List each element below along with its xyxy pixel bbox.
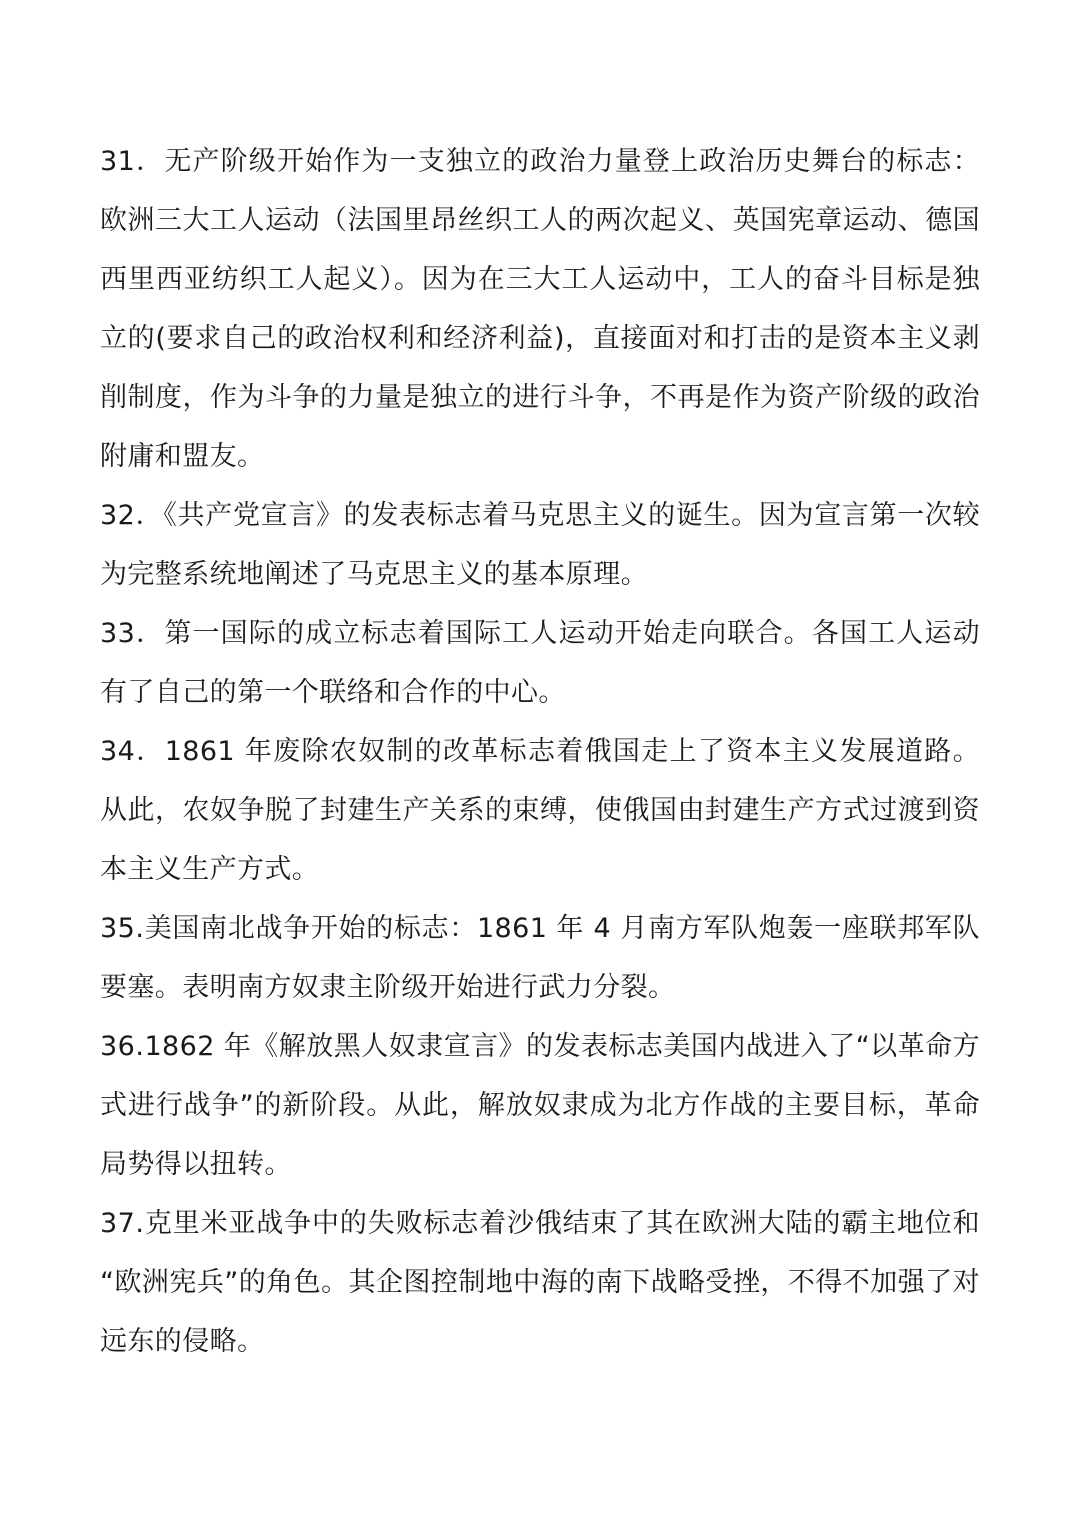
paragraph-33 [100, 604, 980, 722]
document-body [100, 132, 980, 1371]
item-number: 37. [100, 1208, 145, 1239]
item-number: 32． [100, 500, 164, 531]
item-number: 35. [100, 913, 145, 944]
paragraph-31 [100, 132, 980, 486]
item-text: 无产阶级开始作为一支独立的政治力量登上政治历史舞台的标志：欧洲三大工人运动（法国里昂丝织工人的两次起义、英国宪章运动、德国西里西亚纺织工人起义）。因为在三大工人运动中，工人的奋斗目标是独立的(要求自己的政治权利和经济利益)，直接面对和打击的是资本主义剥削制度，作为斗争的力量是独立的进行斗争，不再是作为资产阶级的政治附庸和盟友。 [100, 146, 980, 472]
item-text: 美国南北战争开始的标志：1861 年 4 月南方军队炮轰一座联邦军队要塞。表明南方奴隶主阶级开始进行武力分裂。 [100, 913, 980, 1003]
item-number: 36. [100, 1031, 145, 1062]
paragraph-34 [100, 722, 980, 899]
item-text: 1861 年废除农奴制的改革标志着俄国走上了资本主义发展道路。从此，农奴争脱了封建生产关系的束缚，使俄国由封建生产方式过渡到资本主义生产方式。 [100, 736, 981, 885]
paragraph-35 [100, 899, 980, 1017]
paragraph-36 [100, 1017, 980, 1194]
item-number: 34． [100, 736, 165, 767]
item-number: 31． [100, 146, 165, 177]
item-text: 1862 年《解放黑人奴隶宣言》的发表标志美国内战进入了“以革命方式进行战争”的新阶段。从此，解放奴隶成为北方作战的主要目标，革命局势得以扭转。 [100, 1031, 980, 1180]
item-text: 第一国际的成立标志着国际工人运动开始走向联合。各国工人运动有了自己的第一个联络和合作的中心。 [100, 618, 980, 708]
item-text: 《共产党宣言》的发表标志着马克思主义的诞生。因为宣言第一次较为完整系统地阐述了马克思主义的基本原理。 [100, 500, 981, 590]
item-text: 克里米亚战争中的失败标志着沙俄结束了其在欧洲大陆的霸主地位和“欧洲宪兵”的角色。其企图控制地中海的南下战略受挫，不得不加强了对远东的侵略。 [100, 1208, 980, 1357]
paragraph-32 [100, 486, 980, 604]
item-number: 33． [100, 618, 165, 649]
paragraph-37 [100, 1194, 980, 1371]
